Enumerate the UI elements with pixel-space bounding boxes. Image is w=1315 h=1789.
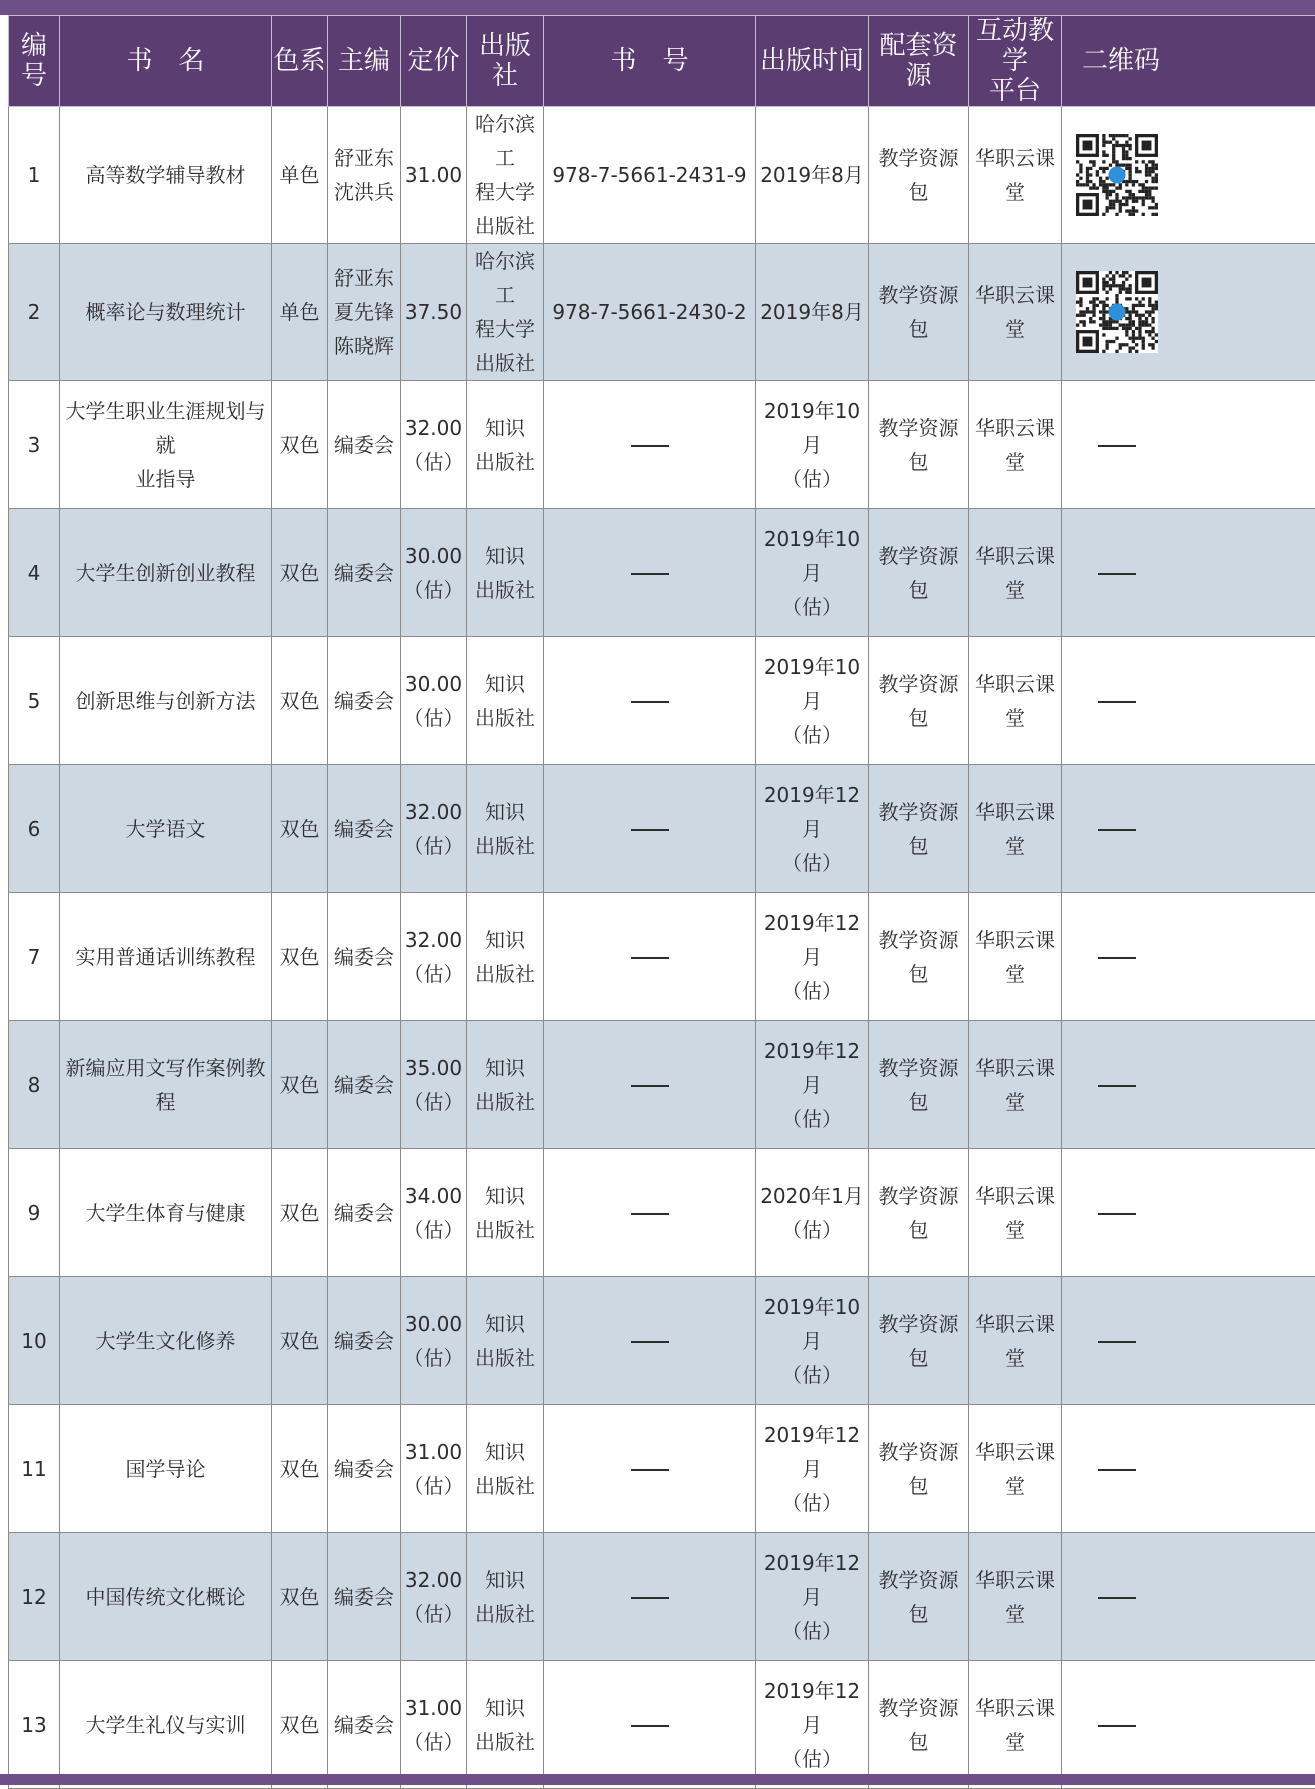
empty-dash bbox=[631, 445, 669, 447]
cell-price: 34.00 （估） bbox=[401, 1149, 467, 1277]
cell-isbn bbox=[544, 765, 756, 893]
cell-price: 32.00 （估） bbox=[401, 381, 467, 509]
cell-publisher: 哈尔滨工 程大学 出版社 bbox=[467, 107, 544, 244]
cell-color-type: 双色 bbox=[272, 1021, 328, 1149]
table-row bbox=[9, 509, 1315, 637]
cell-pub-date: 2020年1月 （估） bbox=[756, 1149, 869, 1277]
cell-publisher: 知识 出版社 bbox=[467, 1533, 544, 1661]
empty-dash bbox=[1098, 1469, 1136, 1471]
cell-pub-date: 2019年12月 （估） bbox=[756, 1533, 869, 1661]
cell-editor: 编委会 bbox=[328, 1277, 401, 1405]
cell-resource: 教学资源包 bbox=[869, 893, 969, 1021]
cell-resource: 教学资源包 bbox=[869, 637, 969, 765]
cell-pub-date: 2019年12月 （估） bbox=[756, 1405, 869, 1533]
cell-publisher: 知识 出版社 bbox=[467, 1277, 544, 1405]
cell-publisher: 知识 出版社 bbox=[467, 1661, 544, 1789]
cell-editor: 编委会 bbox=[328, 1533, 401, 1661]
empty-dash bbox=[631, 829, 669, 831]
cell-editor: 编委会 bbox=[328, 765, 401, 893]
cell-qrcode bbox=[1062, 1661, 1315, 1789]
cell-publisher: 知识 出版社 bbox=[467, 637, 544, 765]
cell-publisher: 知识 出版社 bbox=[467, 893, 544, 1021]
cell-color-type: 双色 bbox=[272, 1149, 328, 1277]
cell-color-type: 双色 bbox=[272, 381, 328, 509]
cell-resource: 教学资源包 bbox=[869, 509, 969, 637]
cell-isbn bbox=[544, 381, 756, 509]
cell-price: 32.00 （估） bbox=[401, 893, 467, 1021]
cell-title: 大学语文 bbox=[60, 765, 272, 893]
table-row bbox=[9, 893, 1315, 1021]
empty-dash bbox=[1098, 573, 1136, 575]
cell-pub-date: 2019年12月 （估） bbox=[756, 893, 869, 1021]
header-isbn: 书 号 bbox=[544, 16, 756, 107]
cell-title: 大学生礼仪与实训 bbox=[60, 1661, 272, 1789]
header-color: 色系 bbox=[272, 16, 328, 107]
table-row bbox=[9, 1149, 1315, 1277]
cell-number: 3 bbox=[9, 381, 60, 509]
cell-price: 30.00 （估） bbox=[401, 509, 467, 637]
cell-color-type: 双色 bbox=[272, 509, 328, 637]
empty-dash bbox=[631, 1085, 669, 1087]
cell-number: 9 bbox=[9, 1149, 60, 1277]
header-platform: 互动教学 平台 bbox=[969, 16, 1062, 107]
cell-number: 11 bbox=[9, 1405, 60, 1533]
cell-title: 创新思维与创新方法 bbox=[60, 637, 272, 765]
cell-title: 大学生文化修养 bbox=[60, 1277, 272, 1405]
cell-resource: 教学资源包 bbox=[869, 1405, 969, 1533]
cell-qrcode bbox=[1062, 244, 1315, 381]
cell-qrcode bbox=[1062, 509, 1315, 637]
cell-pub-date: 2019年10月 （估） bbox=[756, 1277, 869, 1405]
cell-color-type: 双色 bbox=[272, 765, 328, 893]
header-row bbox=[9, 16, 1315, 107]
cell-platform: 华职云课堂 bbox=[969, 107, 1062, 244]
cell-isbn bbox=[544, 637, 756, 765]
cell-title: 新编应用文写作案例教程 bbox=[60, 1021, 272, 1149]
empty-dash bbox=[1098, 701, 1136, 703]
cell-isbn bbox=[544, 1149, 756, 1277]
empty-dash bbox=[631, 1341, 669, 1343]
cell-number: 2 bbox=[9, 244, 60, 381]
cell-platform: 华职云课堂 bbox=[969, 509, 1062, 637]
cell-editor: 编委会 bbox=[328, 1405, 401, 1533]
cell-qrcode bbox=[1062, 107, 1315, 244]
table-row bbox=[9, 1405, 1315, 1533]
cell-resource: 教学资源包 bbox=[869, 1533, 969, 1661]
cell-resource: 教学资源包 bbox=[869, 107, 969, 244]
table-row bbox=[9, 244, 1315, 381]
cell-qrcode bbox=[1062, 1405, 1315, 1533]
cell-number: 6 bbox=[9, 765, 60, 893]
cell-title: 高等数学辅导教材 bbox=[60, 107, 272, 244]
cell-isbn bbox=[544, 1661, 756, 1789]
cell-qrcode bbox=[1062, 381, 1315, 509]
cell-qrcode bbox=[1062, 893, 1315, 1021]
empty-dash bbox=[631, 1213, 669, 1215]
cell-price: 30.00 （估） bbox=[401, 637, 467, 765]
empty-dash bbox=[1098, 1597, 1136, 1599]
cell-isbn bbox=[544, 1533, 756, 1661]
qr-code-icon bbox=[1076, 271, 1158, 353]
cell-resource: 教学资源包 bbox=[869, 765, 969, 893]
cell-pub-date: 2019年12月 （估） bbox=[756, 1021, 869, 1149]
cell-qrcode bbox=[1062, 637, 1315, 765]
cell-number: 1 bbox=[9, 107, 60, 244]
table-row bbox=[9, 637, 1315, 765]
cell-editor: 编委会 bbox=[328, 1021, 401, 1149]
empty-dash bbox=[631, 1469, 669, 1471]
cell-platform: 华职云课堂 bbox=[969, 765, 1062, 893]
book-catalog-table bbox=[8, 15, 1315, 1789]
cell-title: 国学导论 bbox=[60, 1405, 272, 1533]
cell-color-type: 双色 bbox=[272, 637, 328, 765]
cell-isbn bbox=[544, 509, 756, 637]
top-band bbox=[0, 0, 1315, 15]
cell-pub-date: 2019年10月 （估） bbox=[756, 509, 869, 637]
cell-color-type: 双色 bbox=[272, 1277, 328, 1405]
cell-title: 大学生职业生涯规划与就 业指导 bbox=[60, 381, 272, 509]
cell-resource: 教学资源包 bbox=[869, 1277, 969, 1405]
cell-qrcode bbox=[1062, 1533, 1315, 1661]
cell-pub-date: 2019年10月 （估） bbox=[756, 381, 869, 509]
header-resource: 配套资源 bbox=[869, 16, 969, 107]
cell-price: 31.00 bbox=[401, 107, 467, 244]
cell-editor: 编委会 bbox=[328, 1149, 401, 1277]
cell-price: 32.00 （估） bbox=[401, 1533, 467, 1661]
cell-title: 中国传统文化概论 bbox=[60, 1533, 272, 1661]
cell-price: 37.50 bbox=[401, 244, 467, 381]
table-row bbox=[9, 1533, 1315, 1661]
cell-resource: 教学资源包 bbox=[869, 1021, 969, 1149]
cell-price: 35.00 （估） bbox=[401, 1021, 467, 1149]
cell-platform: 华职云课堂 bbox=[969, 1661, 1062, 1789]
cell-number: 13 bbox=[9, 1661, 60, 1789]
empty-dash bbox=[1098, 1085, 1136, 1087]
cell-editor: 编委会 bbox=[328, 1661, 401, 1789]
empty-dash bbox=[631, 957, 669, 959]
cell-resource: 教学资源包 bbox=[869, 1661, 969, 1789]
cell-editor: 编委会 bbox=[328, 509, 401, 637]
cell-price: 31.00 （估） bbox=[401, 1661, 467, 1789]
cell-isbn bbox=[544, 1277, 756, 1405]
cell-publisher: 知识 出版社 bbox=[467, 1149, 544, 1277]
header-num: 编号 bbox=[9, 16, 60, 107]
cell-editor: 编委会 bbox=[328, 893, 401, 1021]
cell-number: 5 bbox=[9, 637, 60, 765]
empty-dash bbox=[1098, 829, 1136, 831]
cell-platform: 华职云课堂 bbox=[969, 637, 1062, 765]
cell-price: 30.00 （估） bbox=[401, 1277, 467, 1405]
cell-color-type: 双色 bbox=[272, 1533, 328, 1661]
cell-platform: 华职云课堂 bbox=[969, 381, 1062, 509]
cell-resource: 教学资源包 bbox=[869, 1149, 969, 1277]
cell-isbn bbox=[544, 1021, 756, 1149]
cell-title: 实用普通话训练教程 bbox=[60, 893, 272, 1021]
cell-qrcode bbox=[1062, 1021, 1315, 1149]
cell-isbn: 978-7-5661-2430-2 bbox=[544, 244, 756, 381]
cell-publisher: 知识 出版社 bbox=[467, 509, 544, 637]
header-price: 定价 bbox=[401, 16, 467, 107]
cell-platform: 华职云课堂 bbox=[969, 244, 1062, 381]
table-row bbox=[9, 107, 1315, 244]
empty-dash bbox=[1098, 957, 1136, 959]
header-pubdate: 出版时间 bbox=[756, 16, 869, 107]
cell-price: 32.00 （估） bbox=[401, 765, 467, 893]
cell-number: 7 bbox=[9, 893, 60, 1021]
empty-dash bbox=[1098, 1341, 1136, 1343]
header-editor: 主编 bbox=[328, 16, 401, 107]
cell-title: 大学生创新创业教程 bbox=[60, 509, 272, 637]
cell-resource: 教学资源包 bbox=[869, 244, 969, 381]
empty-dash bbox=[631, 1725, 669, 1727]
qr-code-icon bbox=[1076, 134, 1158, 216]
cell-platform: 华职云课堂 bbox=[969, 1021, 1062, 1149]
empty-dash bbox=[631, 573, 669, 575]
cell-platform: 华职云课堂 bbox=[969, 893, 1062, 1021]
cell-publisher: 知识 出版社 bbox=[467, 381, 544, 509]
empty-dash bbox=[1098, 445, 1136, 447]
cell-title: 概率论与数理统计 bbox=[60, 244, 272, 381]
empty-dash bbox=[1098, 1725, 1136, 1727]
cell-color-type: 双色 bbox=[272, 1661, 328, 1789]
cell-pub-date: 2019年8月 bbox=[756, 107, 869, 244]
header-qrcode: 二维码 bbox=[1062, 16, 1315, 107]
table-row bbox=[9, 1277, 1315, 1405]
cell-qrcode bbox=[1062, 1149, 1315, 1277]
cell-pub-date: 2019年10月 （估） bbox=[756, 637, 869, 765]
cell-color-type: 双色 bbox=[272, 1405, 328, 1533]
table-body bbox=[9, 107, 1315, 1789]
cell-color-type: 单色 bbox=[272, 244, 328, 381]
header-title: 书 名 bbox=[60, 16, 272, 107]
cell-qrcode bbox=[1062, 765, 1315, 893]
cell-resource: 教学资源包 bbox=[869, 381, 969, 509]
bottom-band bbox=[0, 1774, 1315, 1785]
cell-platform: 华职云课堂 bbox=[969, 1277, 1062, 1405]
cell-isbn bbox=[544, 1405, 756, 1533]
header-publisher: 出版社 bbox=[467, 16, 544, 107]
cell-editor: 编委会 bbox=[328, 637, 401, 765]
cell-number: 4 bbox=[9, 509, 60, 637]
cell-number: 12 bbox=[9, 1533, 60, 1661]
cell-number: 8 bbox=[9, 1021, 60, 1149]
empty-dash bbox=[631, 1597, 669, 1599]
cell-publisher: 知识 出版社 bbox=[467, 765, 544, 893]
empty-dash bbox=[631, 701, 669, 703]
table-row bbox=[9, 1021, 1315, 1149]
cell-color-type: 双色 bbox=[272, 893, 328, 1021]
cell-publisher: 知识 出版社 bbox=[467, 1405, 544, 1533]
cell-price: 31.00 （估） bbox=[401, 1405, 467, 1533]
cell-editor: 舒亚东 夏先锋 陈晓辉 bbox=[328, 244, 401, 381]
empty-dash bbox=[1098, 1213, 1136, 1215]
cell-publisher: 哈尔滨工 程大学 出版社 bbox=[467, 244, 544, 381]
table-row bbox=[9, 1661, 1315, 1789]
cell-publisher: 知识 出版社 bbox=[467, 1021, 544, 1149]
cell-color-type: 单色 bbox=[272, 107, 328, 244]
cell-title: 大学生体育与健康 bbox=[60, 1149, 272, 1277]
cell-pub-date: 2019年12月 （估） bbox=[756, 1661, 869, 1789]
cell-pub-date: 2019年12月 （估） bbox=[756, 765, 869, 893]
cell-platform: 华职云课堂 bbox=[969, 1149, 1062, 1277]
cell-qrcode bbox=[1062, 1277, 1315, 1405]
table-row bbox=[9, 381, 1315, 509]
cell-platform: 华职云课堂 bbox=[969, 1405, 1062, 1533]
cell-editor: 编委会 bbox=[328, 381, 401, 509]
table-row bbox=[9, 765, 1315, 893]
cell-isbn: 978-7-5661-2431-9 bbox=[544, 107, 756, 244]
cell-isbn bbox=[544, 893, 756, 1021]
cell-pub-date: 2019年8月 bbox=[756, 244, 869, 381]
cell-platform: 华职云课堂 bbox=[969, 1533, 1062, 1661]
cell-number: 10 bbox=[9, 1277, 60, 1405]
cell-editor: 舒亚东 沈洪兵 bbox=[328, 107, 401, 244]
